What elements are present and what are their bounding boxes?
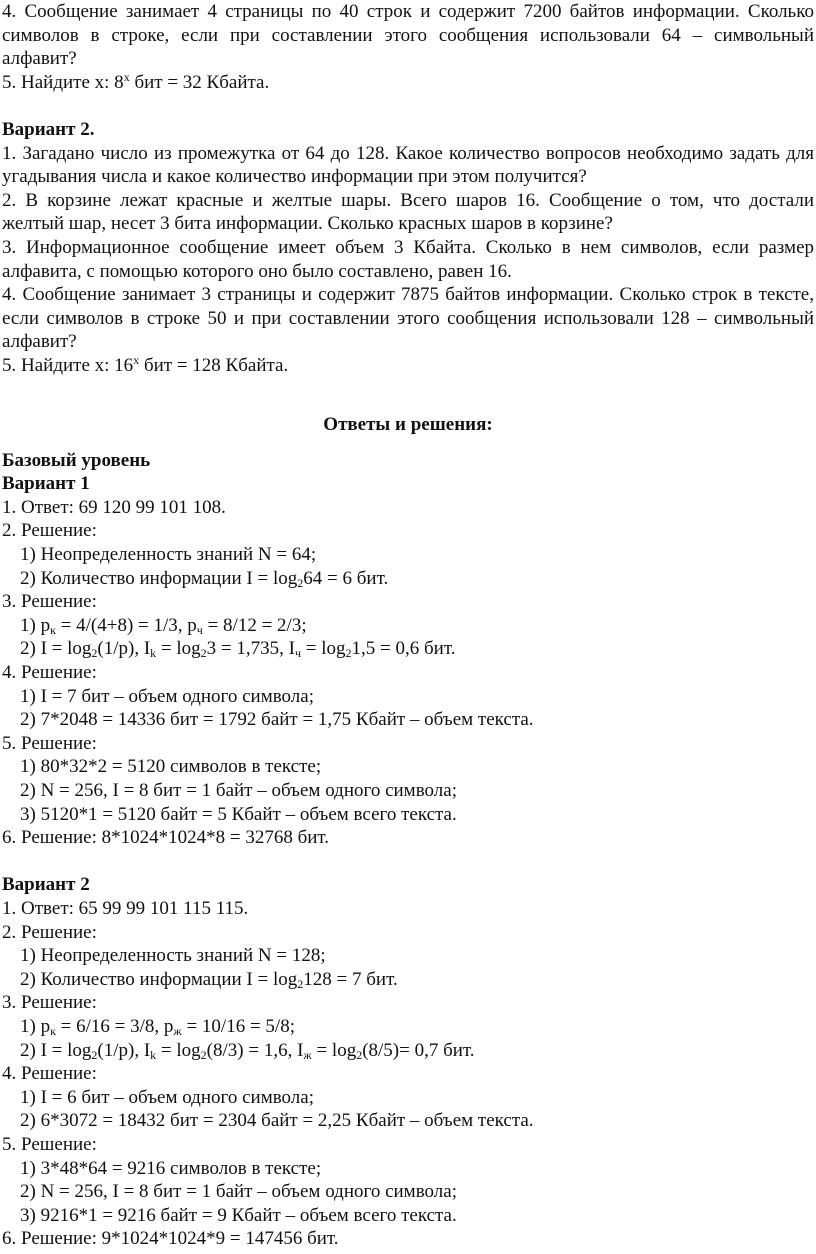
document-page <box>2 0 814 1251</box>
answers-variant-1-heading: Вариант 1 <box>2 473 90 495</box>
answer-v1-5: 5. Решение: <box>2 732 97 754</box>
answers-level: Базовый уровень <box>2 449 151 471</box>
answer-v2-1: 1. Ответ: 65 99 99 101 115 115. <box>2 897 249 919</box>
answer-v2-3: 3. Решение: <box>2 992 97 1014</box>
variant-2-question-2: 2. В корзине лежат красные и желтые шары. Всего шаров 16. Сообщение о том, что достали желтый шар, несет 3 бита информации. Сколько красных шаров в корзине? <box>2 189 814 235</box>
answer-v2-4-step-2: 2) 6*3072 = 18432 бит = 2304 байт = 2,25 Кбайт – объем текста. <box>20 1110 534 1132</box>
answer-v2-4: 4. Решение: <box>2 1063 97 1085</box>
answer-v2-5: 5. Решение: <box>2 1133 97 1155</box>
answer-v2-2-step-1: 1) Неопределенность знаний N = 128; <box>20 945 326 967</box>
answers-title: Ответы и решения: <box>323 414 493 436</box>
answer-v2-3-step-2: 2) $I = \log_2(1/p)$, $I_k = \log_2(8/3) = 1,6$, $I_ж = \log_2(8/5)= 0,7$ бит. <box>20 1039 475 1062</box>
top-question-4: 4. Сообщение занимает 4 страницы по 40 строк и содержит 7200 байтов информации. Сколько символов в строке, если при составлении этого сообщения использовали 64 – символьный алфавит? <box>2 1 814 70</box>
answer-v1-2: 2. Решение: <box>2 520 97 542</box>
answer-v2-2-step-2: 2) Количество информации $I = \log_2128 = 7$ бит. <box>20 968 398 991</box>
answer-v2-5-step-1: 1) 3*48*64 = 9216 символов в тексте; <box>20 1157 322 1179</box>
answers-variant-2-heading: Вариант 2 <box>2 874 90 896</box>
answer-v2-3-step-1: 1) $p_к = 6/16 = 3/8$, $p_ж = 10/16 = 5/8$; <box>20 1015 295 1038</box>
answer-v2-5-step-2: 2) N = 256, I = 8 бит = 1 байт – объем одного символа; <box>20 1181 457 1203</box>
answer-v2-4-step-1: 1) I = 6 бит – объем одного символа; <box>20 1086 314 1108</box>
answer-v1-3-step-1: 1) $p_к = 4/(4+8) = 1/3$, $p_ч = 8/12 = 2/3$; <box>20 614 307 637</box>
answer-v1-3: 3. Решение: <box>2 591 97 613</box>
answer-v1-3-step-2: 2) $I = \log_2(1/p)$, $I_k = \log_23 = 1,735$, $I_ч = \log_21,5 = 0,6$ бит. <box>20 638 456 661</box>
answer-v1-2-step-2: 2) Количество информации $I = \log_264 = 6$ бит. <box>20 567 389 590</box>
answer-v1-4-step-1: 1) I = 7 бит – объем одного символа; <box>20 685 314 707</box>
answer-v2-2: 2. Решение: <box>2 921 97 943</box>
variant-2-heading: Вариант 2. <box>2 118 95 140</box>
answer-v2-6: 6. Решение: 9*1024*1024*9 = 147456 бит. <box>2 1228 339 1250</box>
variant-2-question-1: 1. Загадано число из промежутка от 64 до 128. Какое количество вопросов необходимо задать для угадывания числа и какое количество информации при этом получится? <box>2 142 814 188</box>
answer-v1-5-step-2: 2) N = 256, I = 8 бит = 1 байт – объем одного символа; <box>20 780 457 801</box>
variant-2-question-3: 3. Информационное сообщение имеет объем 3 Кбайта. Сколько в нем символов, если размер алфавита, с помощью которого оно было составлено, равен 16. <box>2 236 814 282</box>
answer-v1-4: 4. Решение: <box>2 662 97 684</box>
answer-v1-5-step-1: 1) 80*32*2 = 5120 символов в тексте; <box>20 756 322 778</box>
variant-2-question-4: 4. Сообщение занимает 3 страницы и содержит 7875 байтов информации. Сколько строк в тексте, если символов в строке 50 и при составлении этого сообщения использовали 128 – символьный алфавит? <box>2 284 814 353</box>
answer-v1-4-step-2: 2) 7*2048 = 14336 бит = 1792 байт = 1,75 Кбайт – объем текста. <box>20 709 534 731</box>
answer-v1-6: 6. Решение: 8*1024*1024*8 = 32768 бит. <box>2 827 330 849</box>
top-question-5: 5. Найдите x: 8$^x$ бит = 32 Кбайта. <box>2 69 270 93</box>
answer-v1-2-step-1: 1) Неопределенность знаний N = 64; <box>20 544 317 566</box>
variant-2-question-5: 5. Найдите x: 16$^x$ бит = 128 Кбайта. <box>2 352 289 376</box>
answer-v1-1: 1. Ответ: 69 120 99 101 108. <box>2 496 226 518</box>
answer-v2-5-step-3: 3) 9216*1 = 9216 байт = 9 Кбайт – объем всего текста. <box>20 1204 457 1226</box>
answer-v1-5-step-3: 3) 5120*1 = 5120 байт = 5 Кбайт – объем всего текста. <box>20 803 457 825</box>
